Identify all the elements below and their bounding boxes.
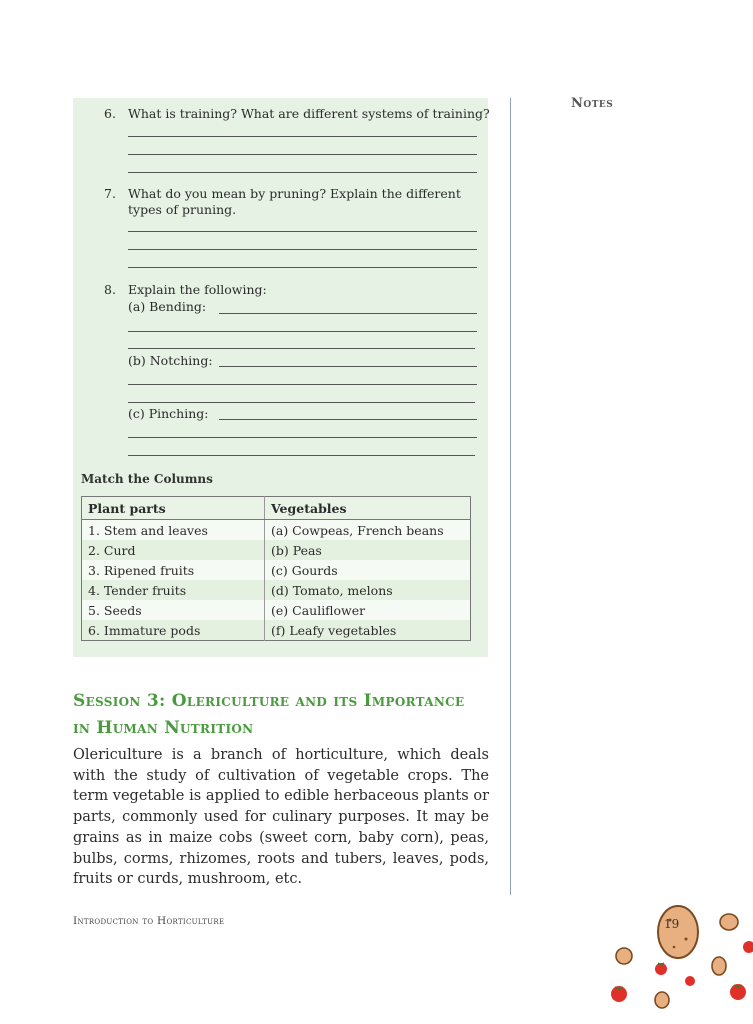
vegetable-cell: (e) Cauliflower: [265, 600, 471, 620]
answer-line[interactable]: [128, 249, 477, 250]
potato-icon: [655, 992, 669, 1008]
table-row: [82, 540, 471, 560]
potato-icon: [712, 957, 726, 975]
question-7-line1: What do you mean by pruning? Explain the different: [128, 186, 461, 201]
potato-icon: [616, 948, 632, 964]
pinching-label: (c) Pinching:: [128, 406, 209, 421]
answer-line[interactable]: [128, 402, 475, 403]
tomato-icon: [743, 941, 753, 953]
question-7-number: 7.: [104, 186, 116, 201]
plant-part-cell: 5. Seeds: [82, 600, 265, 620]
session-heading: [73, 688, 493, 742]
plant-part-cell: 2. Curd: [82, 540, 265, 560]
notes-label: Notes: [571, 96, 614, 111]
table-row: [82, 620, 471, 641]
plant-part-cell: 6. Immature pods: [82, 620, 265, 641]
answer-line[interactable]: [128, 136, 477, 137]
answer-line[interactable]: [128, 231, 477, 232]
header-vegetables: Vegetables: [265, 497, 471, 520]
answer-line[interactable]: [219, 419, 477, 420]
question-6-number: 6.: [104, 106, 116, 121]
notching-label: (b) Notching:: [128, 353, 213, 368]
tomato-icon: [730, 984, 746, 1000]
question-7-line2: types of pruning.: [128, 202, 237, 217]
bending-label: (a) Bending:: [128, 299, 207, 314]
vegetable-cell: (c) Gourds: [265, 560, 471, 580]
answer-line[interactable]: [128, 437, 477, 438]
answer-line[interactable]: [128, 172, 477, 173]
match-columns-title: Match the Columns: [81, 472, 213, 486]
session-heading-line1: Session 3: Olericulture and its Importance: [73, 691, 465, 711]
table-row: [82, 600, 471, 620]
vegetables-illustration: [600, 895, 753, 1024]
plant-part-cell: 3. Ripened fruits: [82, 560, 265, 580]
answer-line[interactable]: [128, 154, 477, 155]
footer-title: Introduction to Horticulture: [73, 915, 225, 927]
vegetable-cell: (b) Peas: [265, 540, 471, 560]
margin-divider: [510, 98, 511, 895]
answer-line[interactable]: [128, 267, 477, 268]
tomato-icon: [655, 963, 667, 975]
answer-line[interactable]: [219, 366, 477, 367]
table-row: [82, 560, 471, 580]
match-table: [81, 496, 471, 641]
answer-line[interactable]: [128, 348, 475, 349]
vegetable-cell: (d) Tomato, melons: [265, 580, 471, 600]
vegetable-cell: (a) Cowpeas, French beans: [265, 520, 471, 541]
table-row: [82, 520, 471, 541]
answer-line[interactable]: [128, 331, 477, 332]
tomato-icon: [685, 976, 695, 986]
plant-part-cell: 4. Tender fruits: [82, 580, 265, 600]
potato-icon: [720, 914, 738, 930]
answer-line[interactable]: [128, 384, 477, 385]
answer-line[interactable]: [128, 455, 475, 456]
question-8-text: Explain the following:: [128, 282, 267, 297]
body-paragraph: Olericulture is a branch of horticulture, which deals with the study of cultivation of vegetable crops. The term vegetable is applied to edible herbaceous plants or parts, commonly used for culinary purposes. It may be grains as in maize cobs (sweet corn, baby corn), peas, bulbs, corms, rhizomes, roots and tubers, leaves, pods, fruits or curds, mushroom, etc.: [73, 747, 489, 888]
header-plant-parts: Plant parts: [82, 497, 265, 520]
answer-line[interactable]: [219, 313, 477, 314]
vegetable-cell: (f) Leafy vegetables: [265, 620, 471, 641]
tomato-icon: [611, 986, 627, 1002]
potato-icon: [658, 906, 698, 958]
table-row: [82, 580, 471, 600]
question-6-text: What is training? What are different systems of training?: [128, 106, 490, 121]
plant-part-cell: 1. Stem and leaves: [82, 520, 265, 541]
session-heading-line2: in Human Nutrition: [73, 718, 254, 738]
question-8-number: 8.: [104, 282, 116, 297]
page-number: 19: [664, 917, 680, 931]
